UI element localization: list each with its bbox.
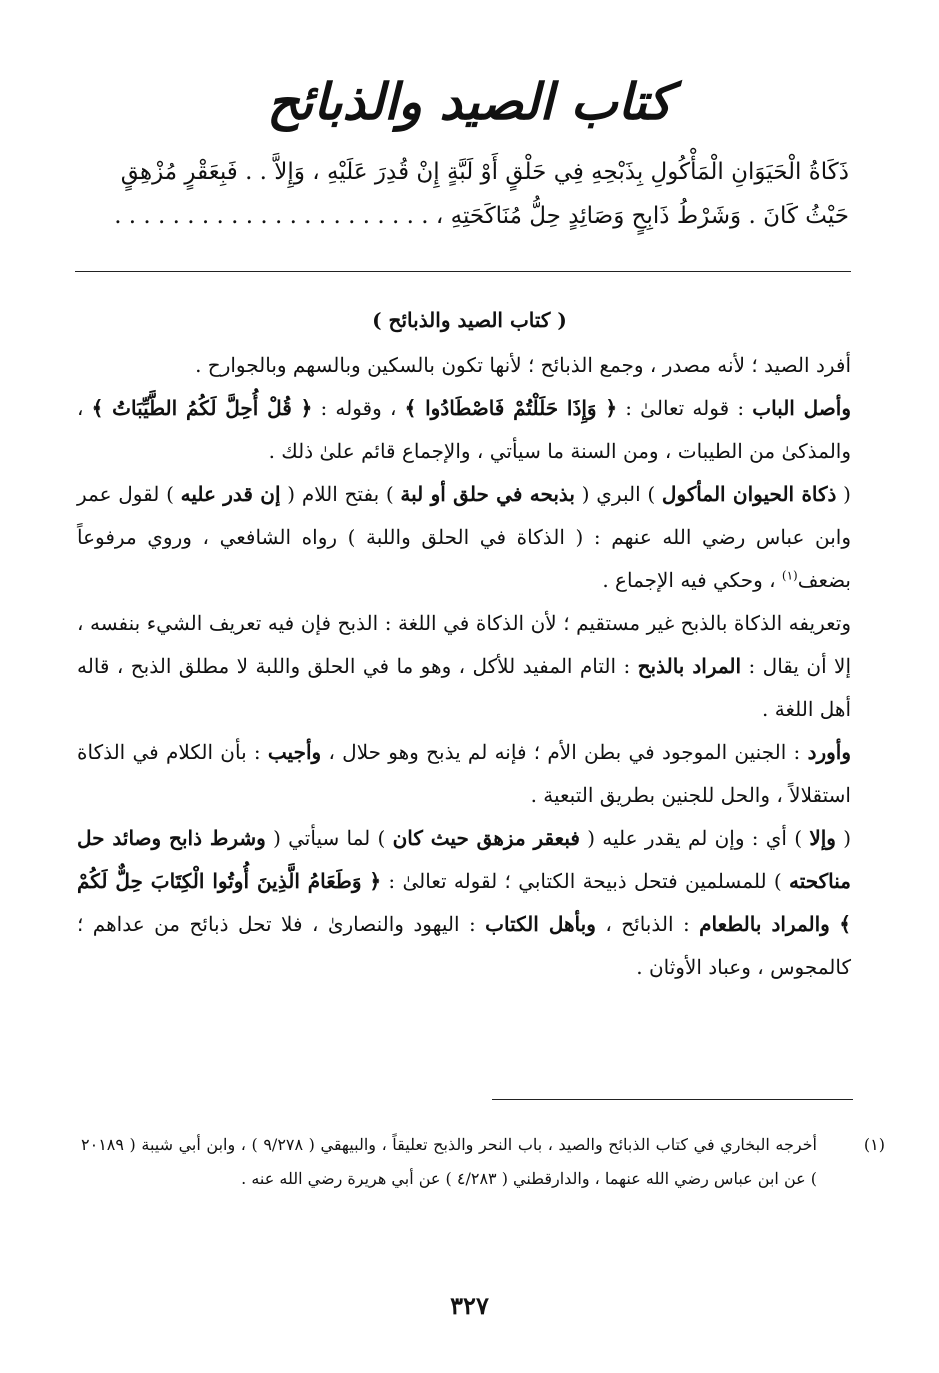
text-span: ) للمسلمين فتحل ذبيحة الكتابي ؛ لقوله تعالىٰ : [381,869,789,893]
quran-verse: ﴿ وَطَعَامُ الَّذِينَ أُوتُوا الْكِتَابَ حِلٌّ لَكُمْ ﴾ [77,869,851,936]
commentary-paragraph: أفرد الصيد ؛ لأنه مصدر ، وجمع الذبائح ؛ لأنها تكون بالسكين وبالسهم وبالجوارح . [195,353,851,377]
bold-term: والمراد بالطعام [699,912,830,936]
text-span: ، وقوله : [312,396,405,420]
footnote-text: أخرجه البخاري في كتاب الذبائح والصيد ، باب النحر والذبح تعليقاً ، والبيهقي ( ٩/٢٧٨ ) ، وابن أبي شيبة ( ٢٠١٨٩ ) عن ابن عباس رضي الله عنهما ، والدارقطني ( ٤/٢٨٣ ) عن أبي هريرة رضي الله عنه . [81,1135,817,1188]
quran-verse: ﴿ وَإِذَا حَلَلْتُمْ فَاصْطَادُوا ﴾ [404,396,618,420]
matn-line-2-text: حَيْثُ كَانَ . وَشَرْطُ ذَابِحٍ وَصَائِدٍ حِلُّ مُنَاكَحَتِهِ ، [435,203,849,229]
bold-term: وأجيب [267,740,322,764]
text-span: : بأن الكلام في الذكاة استقلالاً ، والحل للجنين بطريق التبعية . [77,740,851,807]
matn-quote: وإلا [809,826,836,850]
text-span: : الذبائح ، [595,912,700,936]
matn-dots: . . . . . . . . . . . . . . . . . . . . . . [114,203,429,229]
footnote-marker[interactable]: (١) [781,568,798,583]
bold-term: وأورد [807,740,851,764]
text-span: ( [836,482,851,506]
text-span: وتعريفه الذكاة بالذبح غير مستقيم ؛ لأن الذكاة في اللغة : الذبح فإن فيه تعريف الشيء بنفسه ، إلا أن يقال : [77,611,852,678]
section-heading: ( كتاب الصيد والذبائح ) [372,308,567,332]
matn-quote: ذكاة الحيوان المأكول [661,482,837,506]
chapter-title: كتاب الصيد والذبائح [267,72,672,131]
footnote-divider [492,1099,853,1100]
matn-line-2 [89,194,849,238]
commentary-paragraph [77,817,851,989]
commentary-paragraph [77,602,851,731]
text-span: ، وحكي فيه الإجماع . [602,568,782,592]
quran-verse: ﴿ قُلْ أُحِلَّ لَكُمُ الطَّيِّبَاتُ ﴾ [91,396,313,420]
matn-quote: إن قدر عليه [180,482,281,506]
footnote-number: (١) [863,1135,885,1154]
commentary-text [77,344,851,989]
matn-text [89,150,849,238]
matn-quote: فبعقر مزهق حيث كان [392,826,580,850]
text-span: ، والمذكىٰ من الطيبات ، ومن السنة ما سيأتي ، والإجماع قائم علىٰ ذلك . [77,396,851,463]
bold-term: المراد بالذبح [637,654,742,678]
text-span: : الجنين الموجود في بطن الأم ؛ فإنه لم يذبح وهو حلال ، [321,740,808,764]
text-span: ( [835,826,852,850]
footnote [81,1128,885,1196]
text-span: ) أي : وإن لم يقدر عليه ( [579,826,810,850]
matn-quote: وشرط ذابح وصائد حل مناكحته [77,826,851,893]
text-span: ) البري ( [575,482,662,506]
text-span: : اليهود والنصارىٰ ، فلا تحل ذبائح من عداهم ؛ كالمجوس ، وعباد الأوثان . [77,912,851,979]
bold-term: وأصل الباب [752,396,851,420]
text-span [830,912,839,936]
text-span: ) لما سيأتي ( [265,826,393,850]
commentary-paragraph [77,387,851,473]
page-number: ٣٢٧ [450,1291,489,1320]
commentary-paragraph [77,473,851,602]
matn-line-1: ذَكَاةُ الْحَيَوَانِ الْمَأْكُولِ بِذَبْحِهِ فِي حَلْقٍ أَوْ لَبَّةٍ إِنْ قُدِرَ عَلَيْهِ ، وَإِلاَّ . . فَبِعَقْرٍ مُزْهِقٍ [120,159,849,185]
commentary-paragraph [77,731,851,817]
text-span: ) بفتح اللام ( [280,482,401,506]
bold-term: وبأهل الكتاب [485,912,596,936]
text-span: ) لقول عمر وابن عباس رضي الله عنهم : ( الذكاة في الحلق واللبة ) رواه الشافعي ، وروي مرفوعاً بضعف [77,482,851,592]
matn-quote: بذبحه في حلق أو لبة [400,482,575,506]
text-span: : قوله تعالىٰ : [617,396,753,420]
footnote-entry [81,1128,885,1196]
text-span: : التام المفيد للأكل ، وهو ما في الحلق واللبة لا مطلق الذبح ، قاله أهل اللغة . [77,654,851,721]
matn-divider [75,271,851,272]
